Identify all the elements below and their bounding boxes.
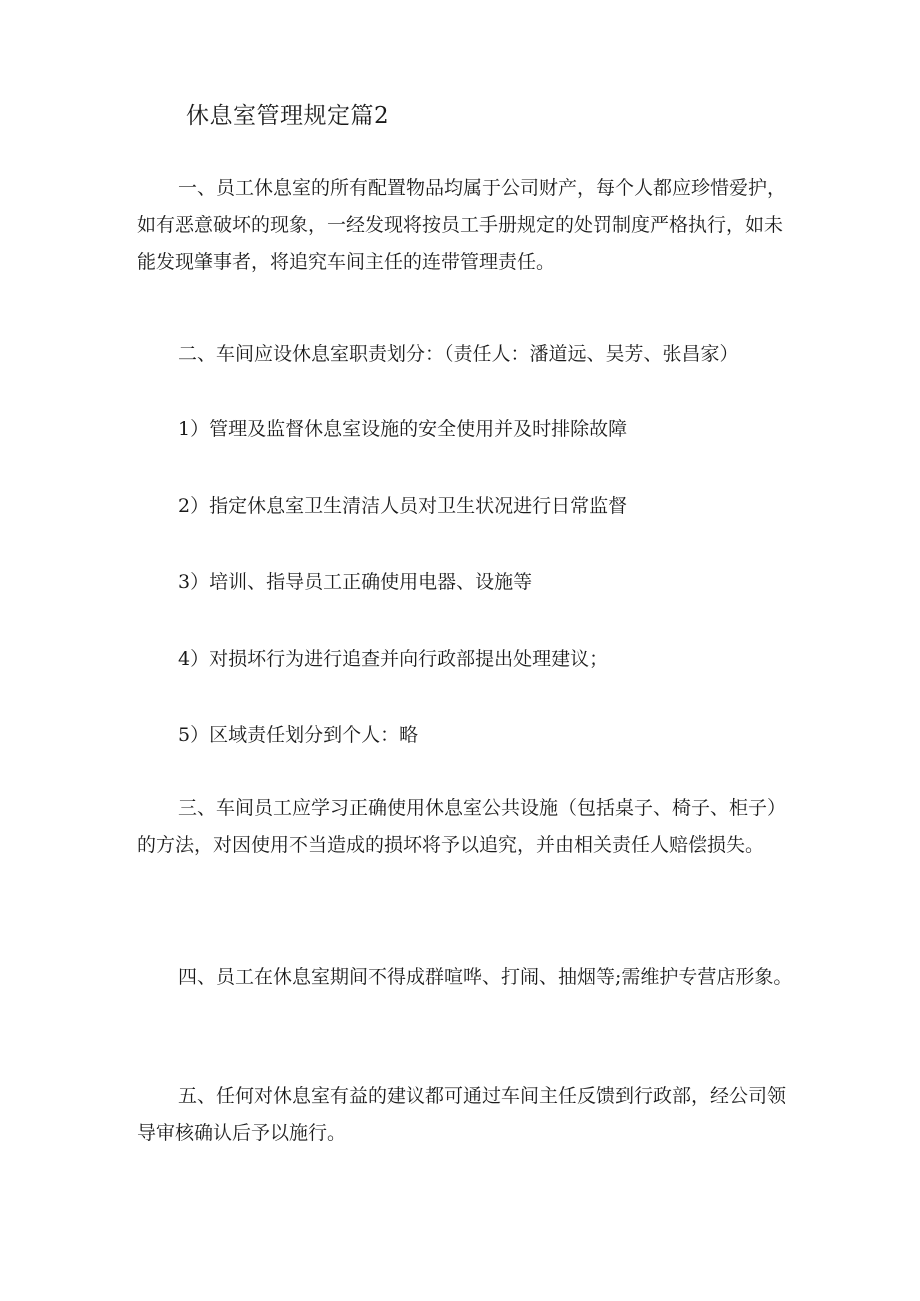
paragraph-4: 四、员工在休息室期间不得成群喧哗、打闹、抽烟等;需维护专营店形象。 bbox=[178, 966, 793, 988]
paragraph-5: 五、任何对休息室有益的建议都可通过车间主任反馈到行政部，经公司领导审核确认后予以施行。 bbox=[137, 1085, 787, 1144]
paragraph-3: 三、车间员工应学习正确使用休息室公共设施（包括桌子、椅子、柜子）的方法，对因使用不当造成的损坏将予以追究，并由相关责任人赔偿损失。 bbox=[137, 797, 787, 856]
list-item: 5）区域责任划分到个人：略 bbox=[178, 724, 419, 746]
document-title: 休息室管理规定篇2 bbox=[186, 103, 390, 129]
list-item: 2）指定休息室卫生清洁人员对卫生状况进行日常监督 bbox=[178, 495, 628, 517]
list-item: 4）对损坏行为进行追查并向行政部提出处理建议； bbox=[178, 648, 609, 670]
list-item: 1）管理及监督休息室设施的安全使用并及时排除故障 bbox=[178, 418, 628, 440]
paragraph-2: 二、车间应设休息室职责划分：（责任人：潘道远、吴芳、张昌家） bbox=[178, 343, 739, 365]
list-item: 3）培训、指导员工正确使用电器、设施等 bbox=[178, 571, 533, 593]
paragraph-1: 一、员工休息室的所有配置物品均属于公司财产，每个人都应珍惜爱护，如有恶意破坏的现象，一经发现将按员工手册规定的处罚制度严格执行，如未能发现肇事者，将追究车间主任的连带管理责任。 bbox=[137, 177, 787, 273]
